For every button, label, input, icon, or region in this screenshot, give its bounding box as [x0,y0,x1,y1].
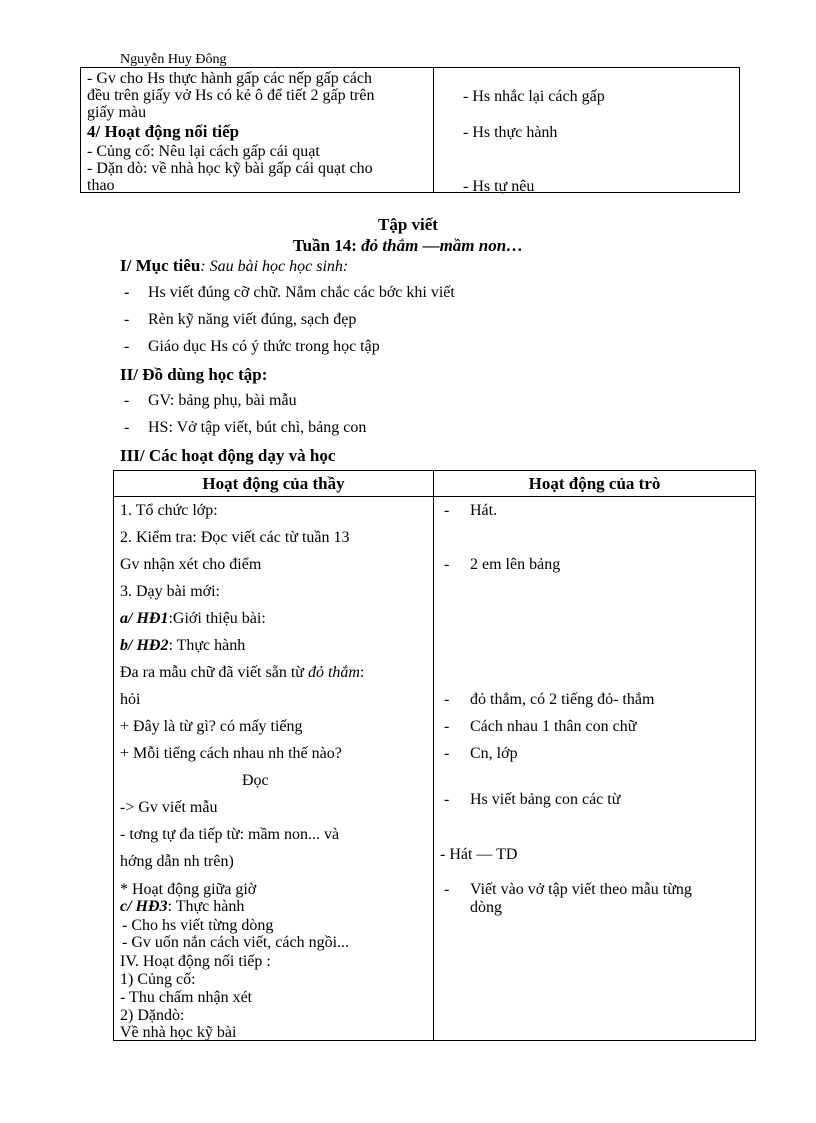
teacher-line: + Đây là từ gì? có mấy tiếng [120,718,303,735]
teacher-line: Đa ra mẫu chữ đã viết sẵn từ đỏ thắm: [120,664,365,681]
teacher-line: 2) Dặndò: [120,1007,185,1024]
student-line: - 2 em lên bảng [444,556,561,573]
teacher-line: -> Gv viết mẫu [120,799,218,816]
teacher-line: hỏi [120,691,141,708]
top-left-heading: 4/ Hoạt động nối tiếp [87,122,240,141]
objective-item: - Hs viết đúng cỡ chữ. Nắm chắc các bớc khi viết [124,284,455,301]
teacher-line: - tơng tự đa tiếp từ: mầm non... và [120,826,340,843]
activities-table [113,470,756,1041]
objectives-heading-suffix: : Sau bài học học sinh: [200,258,349,275]
activities-heading: III/ Các hoạt động dạy và học [120,446,336,465]
author-name: Nguyễn Huy Đông [120,52,227,67]
teacher-line: 2. Kiểm tra: Đọc viết các từ tuần 13 [120,529,350,546]
week-prefix: Tuần 14: [292,236,362,255]
student-line: - Hát — TD [440,846,518,863]
student-line: - Cn, lớp [444,745,518,762]
teacher-line: 1) Củng cố: [120,971,196,988]
column-divider [433,68,434,192]
student-line: - Cách nhau 1 thân con chữ [444,718,637,735]
student-line: - Hs viết bảng con các từ [444,791,621,808]
teacher-line: c/ HĐ3: Thực hành [120,898,245,915]
student-line: - Hát. [444,502,498,519]
top-right-line-3: - Hs tự nêu [463,178,535,195]
week-title [0,236,816,256]
objectives-heading [120,256,348,276]
objective-item: - Giáo dục Hs có ý thức trong học tập [124,338,380,355]
teacher-line: 1. Tổ chức lớp: [120,502,218,519]
teacher-column-header: Hoạt động của thầy [202,474,345,493]
student-column-header: Hoạt động của trò [528,474,661,493]
teacher-line: 3. Dạy bài mới: [120,583,220,600]
header-separator [114,496,755,497]
top-right-line-1: - Hs nhắc lại cách gấp [463,88,605,105]
materials-heading: II/ Đồ dùng học tập: [120,365,268,384]
teacher-line: + Mỗi tiếng cách nhau nh thế nào? [120,745,342,762]
teacher-line: Đọc [242,772,269,789]
teacher-line: - Gv uốn nắn cách viết, cách ngồi... [122,934,350,951]
student-line: - đỏ thắm, có 2 tiếng đỏ- thắm [444,691,655,708]
student-line: - Viết vào vở tập viết theo mẫu từng [444,881,692,898]
top-left-line-3: giấy màu [87,104,147,121]
teacher-line: Về nhà học kỹ bài [120,1024,237,1041]
objectives-heading-text: I/ Mục tiêu [120,256,201,275]
teacher-line: * Hoạt động giữa giờ [120,881,257,898]
teacher-line: a/ HĐ1:Giới thiệu bài: [120,610,266,627]
subject-title: Tập viết [378,215,438,234]
column-divider [433,471,434,1040]
top-left-line-1: - Gv cho Hs thực hành gấp các nếp gấp cách [87,70,372,87]
teacher-line: Gv nhận xét cho điểm [120,556,262,573]
top-left-line-4: - Củng cố: Nêu lại cách gấp cái quạt [87,143,320,160]
top-left-line-2: đều trên giấy vở Hs có kẻ ô để tiết 2 gấp trên [87,87,375,104]
teacher-line: hớng dẫn nh trên) [120,853,234,870]
objective-item: - Rèn kỹ năng viết đúng, sạch đẹp [124,311,357,328]
material-item: - HS: Vở tập viết, bút chì, bảng con [124,419,367,436]
week-words: đỏ thắm —mầm non… [361,236,524,255]
top-activity-table [80,67,740,193]
teacher-line: IV. Hoạt động nối tiếp : [120,953,271,970]
top-right-line-2: - Hs thực hành [463,124,558,141]
top-left-line-5: - Dặn dò: về nhà học kỹ bài gấp cái quạt cho [87,160,373,177]
student-line: dòng [470,899,502,916]
material-item: - GV: bảng phụ, bài mẫu [124,392,297,409]
teacher-line: - Cho hs viết từng dòng [122,917,274,934]
teacher-line: b/ HĐ2: Thực hành [120,637,246,654]
teacher-line: - Thu chấm nhận xét [120,989,253,1006]
top-left-line-6: thao [87,177,115,194]
